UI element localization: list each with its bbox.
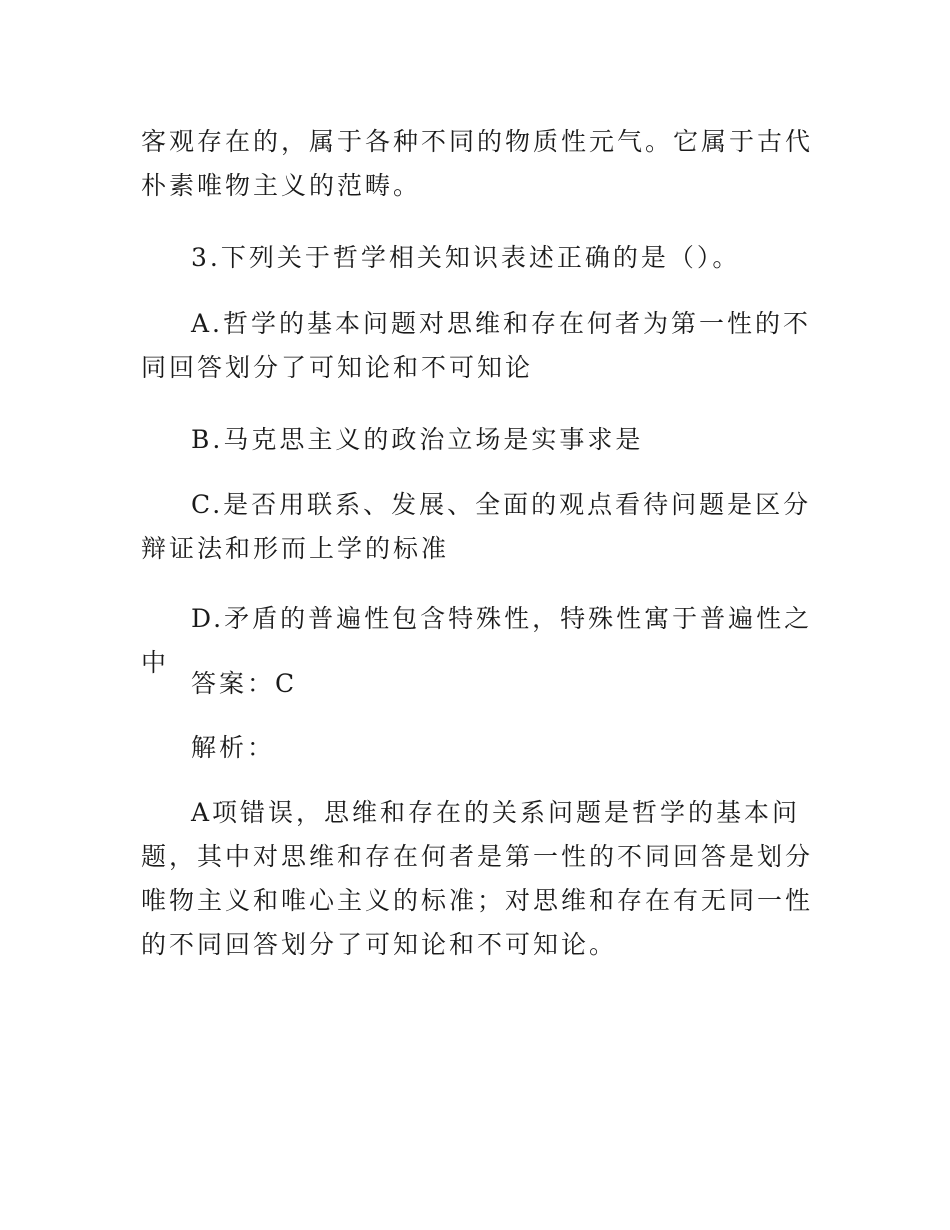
analysis-label: 解析： xyxy=(191,733,276,762)
option-c: C.是否用联系、发展、全面的观点看待问题是区分辩证法和形而上学的标准 xyxy=(141,490,812,563)
option-d: D.矛盾的普遍性包含特殊性，特殊性寓于普遍性之中 xyxy=(141,604,813,677)
answer-line: 答案：C xyxy=(191,669,298,698)
option-a: A.哲学的基本问题对思维和存在何者为第一性的不同回答划分了可知论和不可知论 xyxy=(141,309,812,382)
question-stem: 3.下列关于哲学相关知识表述正确的是（）。 xyxy=(191,243,741,272)
analysis-text: A项错误，思维和存在的关系问题是哲学的基本问题，其中对思维和存在何者是第一性的不同回答是划分唯物主义和唯心主义的标准；对思维和存在有无同一性的不同回答划分了可知论和不可知论。 xyxy=(141,798,814,959)
continued-paragraph: 客观存在的，属于各种不同的物质性元气。它属于古代朴素唯物主义的范畴。 xyxy=(141,127,814,200)
option-b: B.马克思主义的政治立场是实事求是 xyxy=(191,425,644,454)
